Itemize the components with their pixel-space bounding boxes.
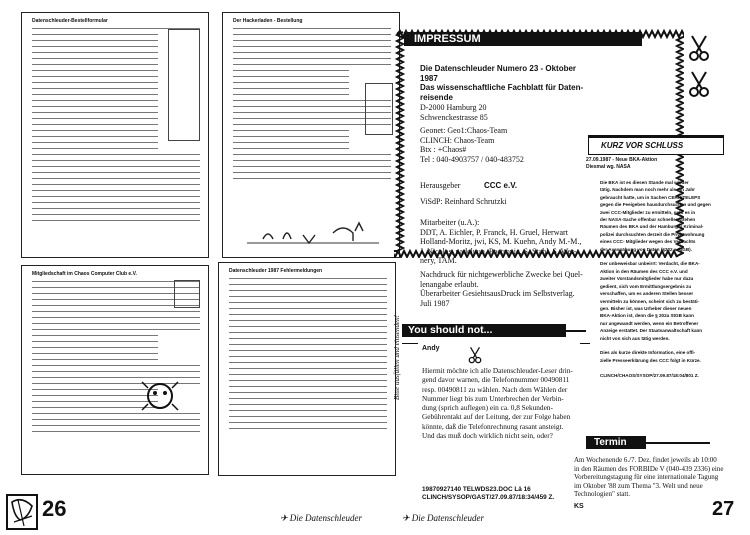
impressum-heading: Die Datenschleuder Numero 23 - Oktober 1987 Das wissenschaftliche Fachblatt für Daten- reisende [420,64,584,102]
you-should-not-body: Hiermit möchte ich alle Datenschleuder-Leser drin- gend davor warnen, die Telefonnummer 00490811 resp. 00490811 zu wählen. Nach dem Wählen der Nummer liegt bis zum Unterbrechen der Verbin- dung (sprich auflegen) ein ca. 0,8 Sekunden- Gebührentakt auf der Leitung, der zur Folge haben könnte, daß die Telefonrechnung rasant ansteigt. Und das muß doch wirklich nicht sein, oder? [422,366,573,441]
page-number-left: 26 [42,496,67,521]
ccc-logo-icon [4,492,40,532]
termin-author: KS [574,503,584,510]
datenschleuder-logo-right [402,513,484,524]
form-heading: Datenschleuder 1987 Fehlermeldungen [229,268,323,274]
termin-rule [646,442,710,444]
datenschleuder-logo [280,513,362,524]
impressum-staff: Mitarbeiter (u.A.): DDT, A. Eichler, P. Franck, H. Gruel, Herwart Holland-Moritz, jwi, KS, M. Kuehn, Andy M.-M., J. Nicolas, padeluun, Poetronic, S. Stahl, S. Wer- nery, TAM. [420,218,582,266]
impressum-address: D-2000 Hamburg 20 Schwenckestrasse 85 [420,103,488,122]
page-number-right: 27 [712,498,735,520]
you-should-not-author: Andy [422,345,440,352]
you-should-not-footer: 19870927140 TELWDS23.DOC Lä 16 CLINCH/SYSOP/GAST/27.09.87/18:34/459 Z. [422,486,555,501]
you-should-not-title: You should not... [402,324,566,337]
logo-text: Die Datenschleuder [289,513,363,523]
impressum-publisher-label: Herausgeber [420,181,461,190]
logo-text: Die Datenschleuder [411,513,485,523]
hacker-bug-icon [140,378,180,414]
form-datenschleuder-order [21,12,209,258]
termin-title: Termin [586,436,646,449]
kurz-dateline: 27.09.1987 - Neue BKA-Aktion Diesmal wg. NASA [586,157,658,171]
vertical-note: Bitte ausfüllen und einsenden! [393,315,401,400]
form-heading: Datenschleuder-Bestellformular [32,18,108,24]
form-error-report [218,262,396,476]
reindeer-sketch-icon [243,213,383,249]
rocket-icon: ✈ [280,513,288,523]
form-hackerladen [222,12,400,258]
impressum-visdp: ViSdP: Reinhard Schrutzki [420,197,507,206]
scissors-icon [468,346,482,364]
termin-body: Am Wochenende 6./7. Dez. findet jeweils ab 10:00 in den Räumen des FORBIDe V (040-439 2336) eine Vorbereitungstagung für eine internationale Tagung im Oktober '88 zum Thema "3. Welt und neue Technologien" statt. [574,456,724,499]
form-heading: Mitgliedschaft im Chaos Computer Club e.V. [32,271,137,277]
impressum-publisher: CCC e.V. [484,181,518,190]
form-membership [21,265,209,475]
you-should-not-zigzag [566,330,586,332]
kurz-body: Die BKA ist es diesen Stande mal wieder tätig. Nachdem man noch mehr als ein Jahr gebraucht hatte, um in Sachen CERN/TELEPS gegen die Feeigeben hausdurchsuchen und gegen zwei CCC-Mitglieder zu ermitteln, geht es in der NASA-Sache offenbar schneller. Stehen Räumen des BKA und der Hamburger Kriminal- polizei durchsuchten derzeit die Privatwohnung eines CCC- Mitglieder wegen des Verdachts der Ausspähung von Daten (§202 a StGB). Der unbeweisbar unbeirrt: Verdacht, die BKA- Aktion in den Räumen des CCC e.V. und zweiter Vorstandsmitglieder habe nur dazu gedient, sich vom Ermittlungsergebnis zu verschaffen, um es anderen Stellen besser vermitteln zu können, scheint sich zu bestäti- gen. Bisher ist, was Urheber dieser neuen BKA-Aktion ist, denn die § 202a StGB kann nur angewandt werden, wenn ein Betroffener Anzeige erstattet. Der Staatsanwaltschaft kann nicht von sich aus tätig werden. Dies als kurze direkte Information, eine offi- zielle Presseerklärung des CCC folgt in Kürze. CLINCH/CHAOS/SYSOP/27.09.87/18:04/801 Z. [600,180,711,378]
impressum-title: IMPRESSUM [404,32,642,46]
rocket-icon: ✈ [402,513,410,523]
kurz-title: KURZ VOR SCHLUSS [588,135,724,155]
scissors-icon [688,70,710,98]
form-heading: Der Hackerladen - Bestellung [233,18,303,24]
impressum-note: Nachdruck für nichtgewerbliche Zwecke bei Quel- lenangabe erlaubt. Überarbeiter GesiehtsausDruck im Selbstverlag. Juli 1987 [420,270,583,308]
scissors-icon [688,34,710,62]
impressum-contacts: Geonet: Geo1:Chaos-Team CLINCH: Chaos-Team Btx : +Chaos# Tel : 040-4903757 / 040-483752 [420,126,524,164]
